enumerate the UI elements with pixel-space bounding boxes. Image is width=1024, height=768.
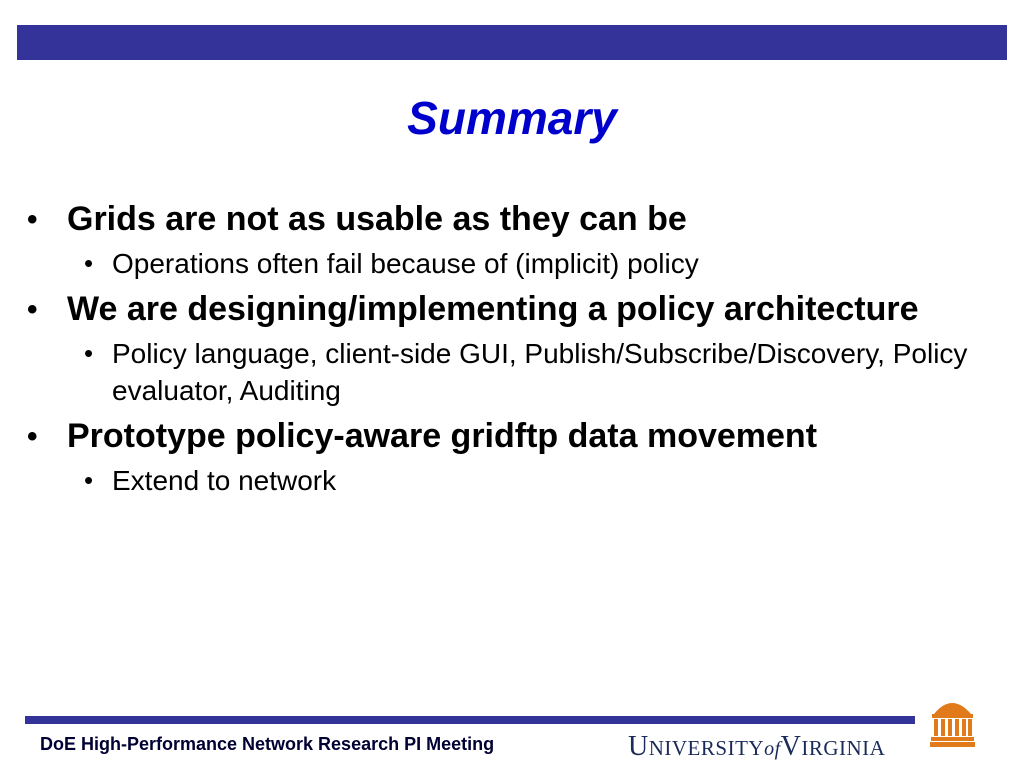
bullet-text: Grids are not as usable as they can be bbox=[67, 200, 687, 238]
bullet-icon: • bbox=[84, 338, 94, 368]
bullet-text: Prototype policy-aware gridftp data movement bbox=[67, 417, 818, 455]
bullet-icon: • bbox=[84, 465, 94, 495]
sub-bullet-text: Extend to network bbox=[112, 465, 337, 496]
sub-bullet-item bbox=[22, 462, 982, 499]
bullet-item bbox=[22, 198, 982, 241]
sub-bullet-item bbox=[22, 335, 982, 409]
bullet-item bbox=[22, 415, 982, 458]
footer-meeting-title: DoE High-Performance Network Research PI Meeting bbox=[40, 734, 495, 754]
sub-bullet-text: Policy language, client-side GUI, Publish/Subscribe/Discovery, Policy evaluator, Auditing bbox=[112, 338, 968, 406]
bottom-decorative-bar bbox=[25, 716, 915, 724]
bullet-text: We are designing/implementing a policy architecture bbox=[67, 290, 919, 328]
bullet-item bbox=[22, 288, 982, 331]
bullet-icon: • bbox=[27, 203, 38, 236]
sub-bullet-text: Operations often fail because of (implicit) policy bbox=[112, 248, 699, 279]
sub-bullet-item bbox=[22, 245, 982, 282]
top-decorative-bar bbox=[17, 25, 1007, 60]
rotunda-icon bbox=[930, 692, 975, 748]
university-logo: UNIVERSITYofVIRGINIA bbox=[628, 731, 886, 762]
bullet-icon: • bbox=[27, 293, 38, 326]
slide-title: Summary bbox=[407, 92, 617, 144]
bullet-list bbox=[22, 192, 982, 499]
bullet-icon: • bbox=[84, 248, 94, 278]
bullet-icon: • bbox=[27, 420, 38, 453]
